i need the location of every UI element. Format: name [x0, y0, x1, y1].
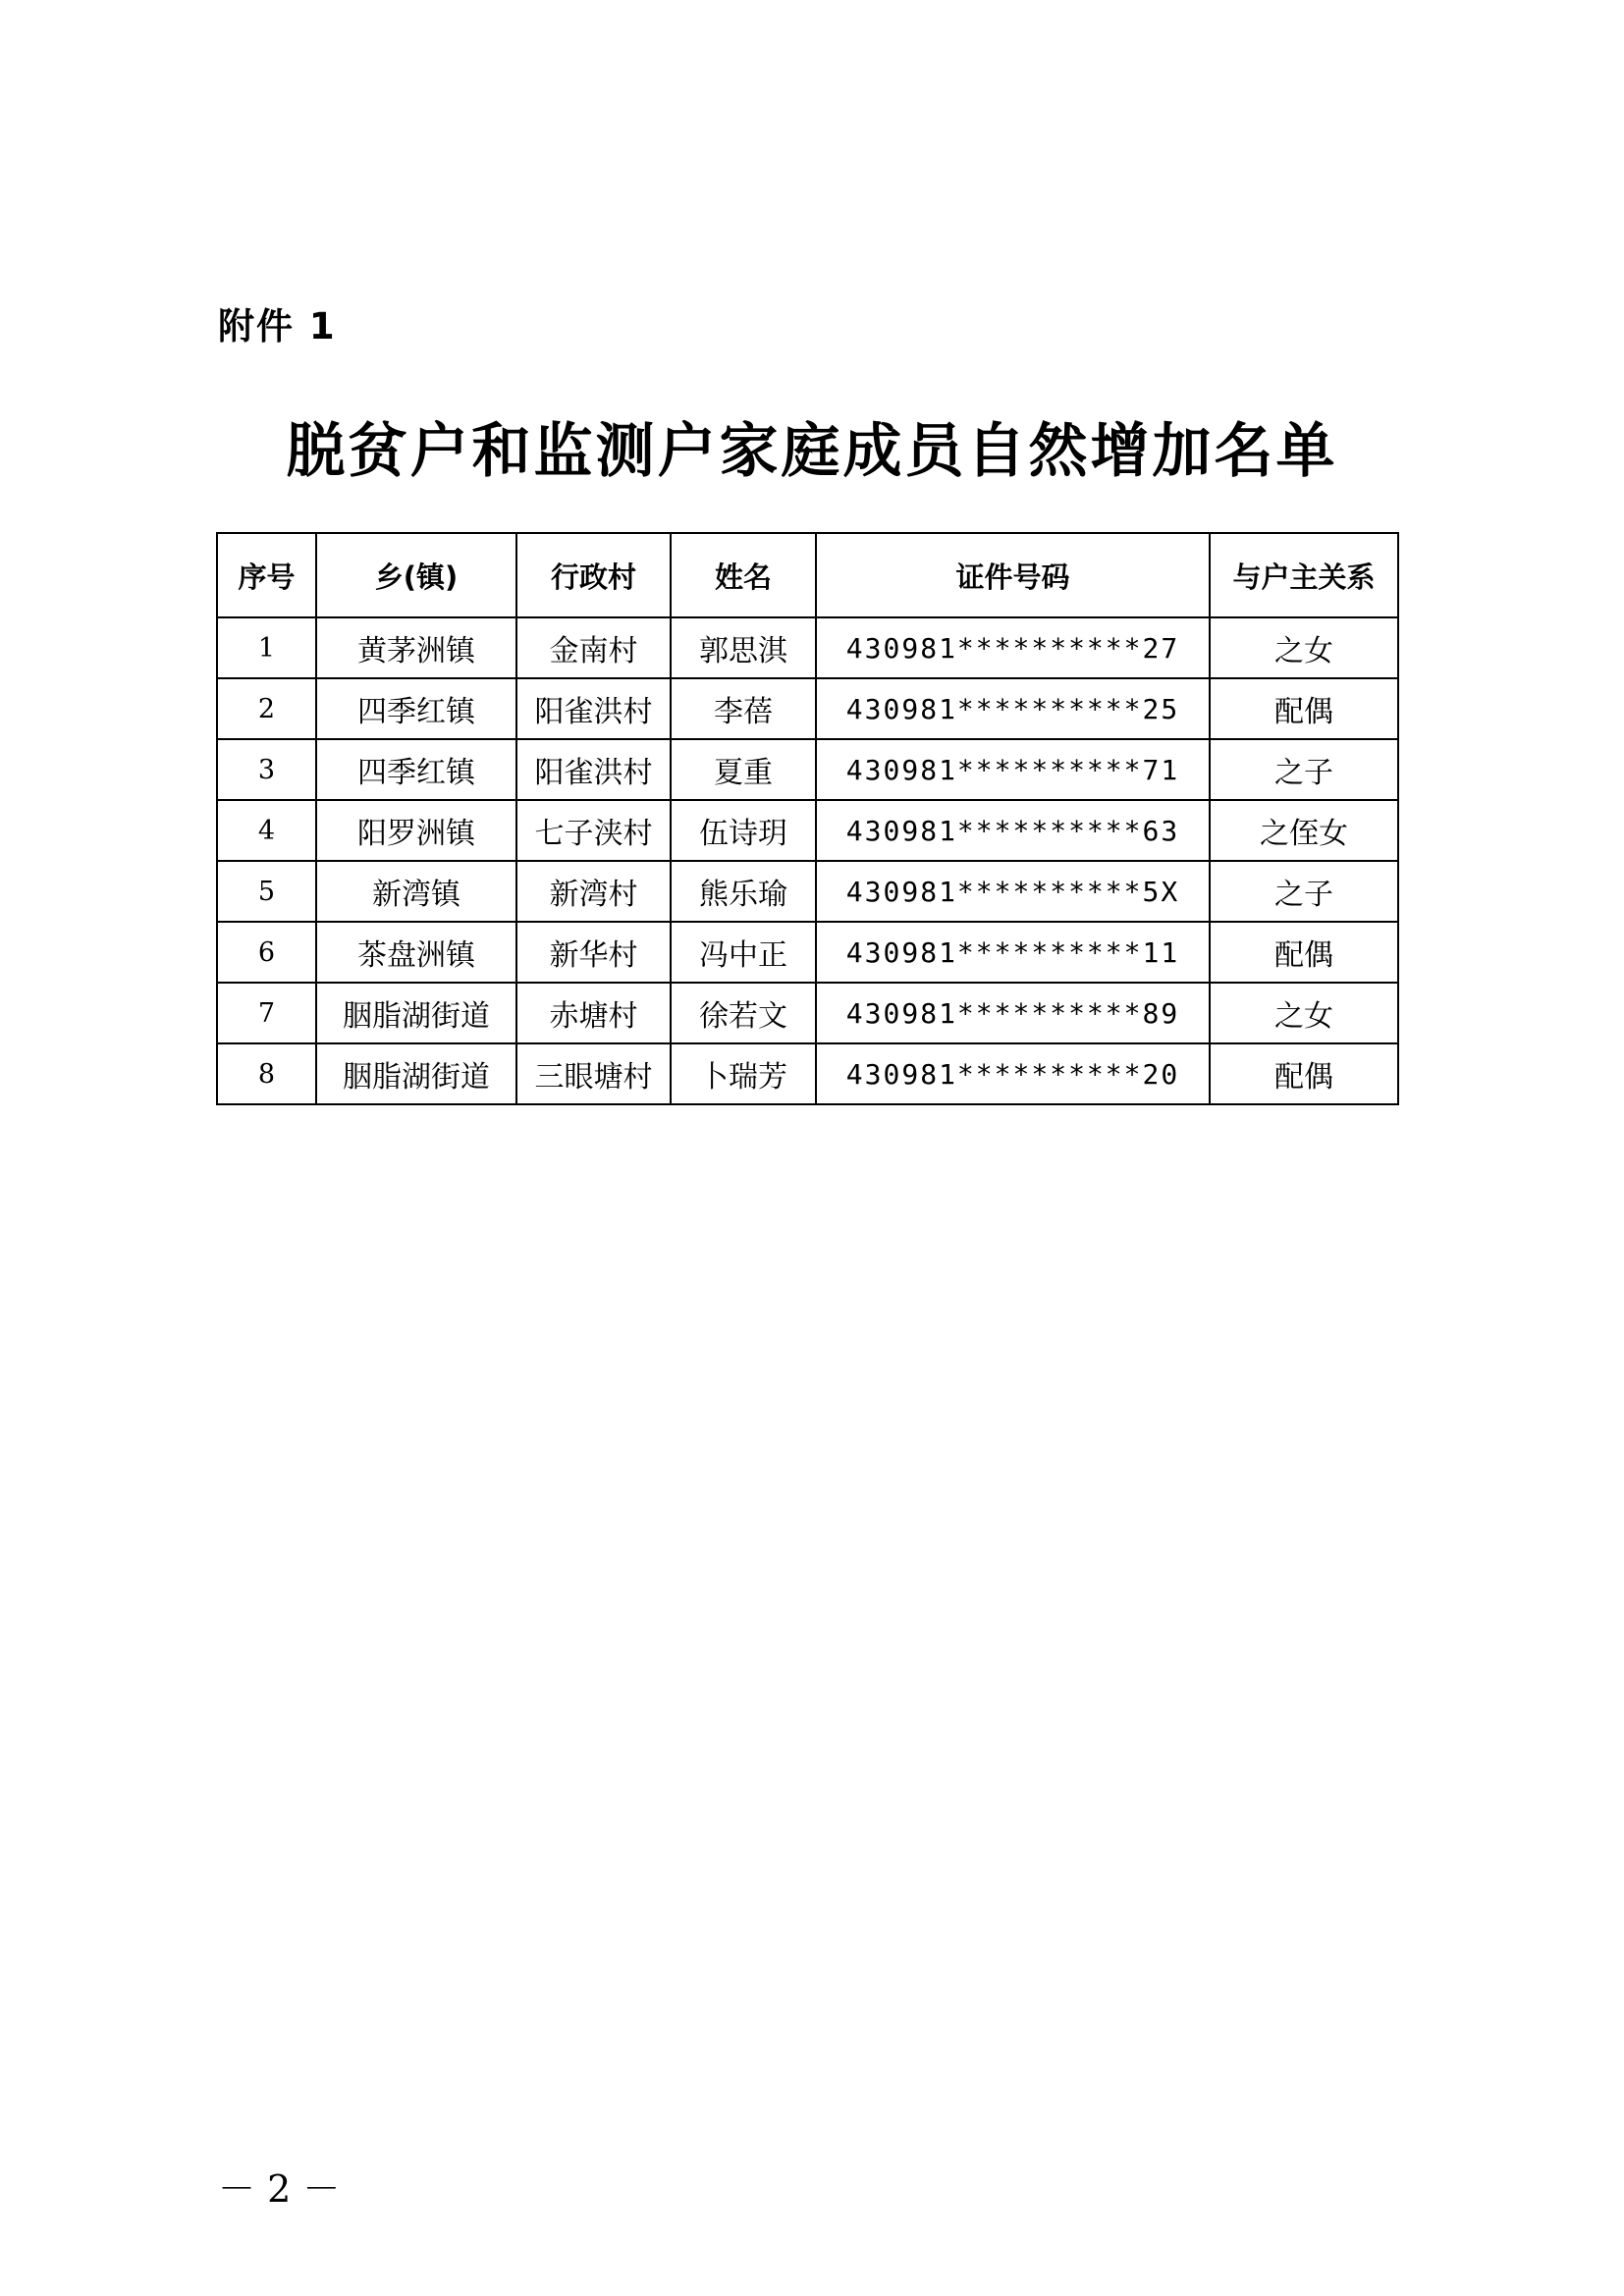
header-relation: 与户主关系 [1210, 533, 1398, 617]
cell-village: 新华村 [516, 922, 671, 983]
header-village: 行政村 [516, 533, 671, 617]
cell-name: 李蓓 [671, 678, 816, 739]
cell-seq: 4 [217, 800, 316, 861]
table-row [217, 739, 1398, 800]
cell-township: 黄茅洲镇 [316, 617, 516, 678]
cell-relation: 配偶 [1210, 678, 1398, 739]
cell-name: 卜瑞芳 [671, 1043, 816, 1104]
cell-seq: 3 [217, 739, 316, 800]
header-id-number: 证件号码 [816, 533, 1210, 617]
table-header-row [217, 533, 1398, 617]
cell-name: 熊乐瑜 [671, 861, 816, 922]
cell-relation: 之子 [1210, 739, 1398, 800]
cell-village: 新湾村 [516, 861, 671, 922]
table-row [217, 861, 1398, 922]
cell-township: 四季红镇 [316, 739, 516, 800]
table-row [217, 678, 1398, 739]
cell-village: 金南村 [516, 617, 671, 678]
cell-village: 七子浃村 [516, 800, 671, 861]
cell-name: 徐若文 [671, 983, 816, 1043]
cell-name: 冯中正 [671, 922, 816, 983]
page-number: － 2 － [218, 2167, 341, 2211]
cell-township: 茶盘洲镇 [316, 922, 516, 983]
cell-name: 夏重 [671, 739, 816, 800]
cell-id-number: 430981**********20 [816, 1043, 1210, 1104]
cell-relation: 之女 [1210, 617, 1398, 678]
cell-relation: 配偶 [1210, 1043, 1398, 1104]
document-title: 脱贫户和监测户家庭成员自然增加名单 [286, 417, 1338, 486]
cell-relation: 之女 [1210, 983, 1398, 1043]
cell-township: 胭脂湖街道 [316, 1043, 516, 1104]
cell-village: 阳雀洪村 [516, 678, 671, 739]
cell-township: 阳罗洲镇 [316, 800, 516, 861]
cell-id-number: 430981**********63 [816, 800, 1210, 861]
cell-name: 伍诗玥 [671, 800, 816, 861]
member-list-table [216, 532, 1399, 1105]
cell-relation: 之子 [1210, 861, 1398, 922]
cell-relation: 之侄女 [1210, 800, 1398, 861]
cell-relation: 配偶 [1210, 922, 1398, 983]
cell-seq: 5 [217, 861, 316, 922]
table-row [217, 800, 1398, 861]
cell-id-number: 430981**********11 [816, 922, 1210, 983]
cell-township: 胭脂湖街道 [316, 983, 516, 1043]
cell-township: 新湾镇 [316, 861, 516, 922]
table-row [217, 983, 1398, 1043]
cell-seq: 1 [217, 617, 316, 678]
cell-id-number: 430981**********27 [816, 617, 1210, 678]
cell-id-number: 430981**********5X [816, 861, 1210, 922]
cell-township: 四季红镇 [316, 678, 516, 739]
cell-seq: 7 [217, 983, 316, 1043]
cell-id-number: 430981**********89 [816, 983, 1210, 1043]
cell-id-number: 430981**********25 [816, 678, 1210, 739]
header-township: 乡(镇) [316, 533, 516, 617]
attachment-label: 附件 1 [218, 305, 337, 347]
cell-village: 三眼塘村 [516, 1043, 671, 1104]
table-row [217, 922, 1398, 983]
header-name: 姓名 [671, 533, 816, 617]
cell-seq: 8 [217, 1043, 316, 1104]
table-row [217, 1043, 1398, 1104]
table-row [217, 617, 1398, 678]
cell-seq: 6 [217, 922, 316, 983]
cell-village: 赤塘村 [516, 983, 671, 1043]
cell-name: 郭思淇 [671, 617, 816, 678]
cell-id-number: 430981**********71 [816, 739, 1210, 800]
cell-seq: 2 [217, 678, 316, 739]
header-seq: 序号 [217, 533, 316, 617]
cell-village: 阳雀洪村 [516, 739, 671, 800]
